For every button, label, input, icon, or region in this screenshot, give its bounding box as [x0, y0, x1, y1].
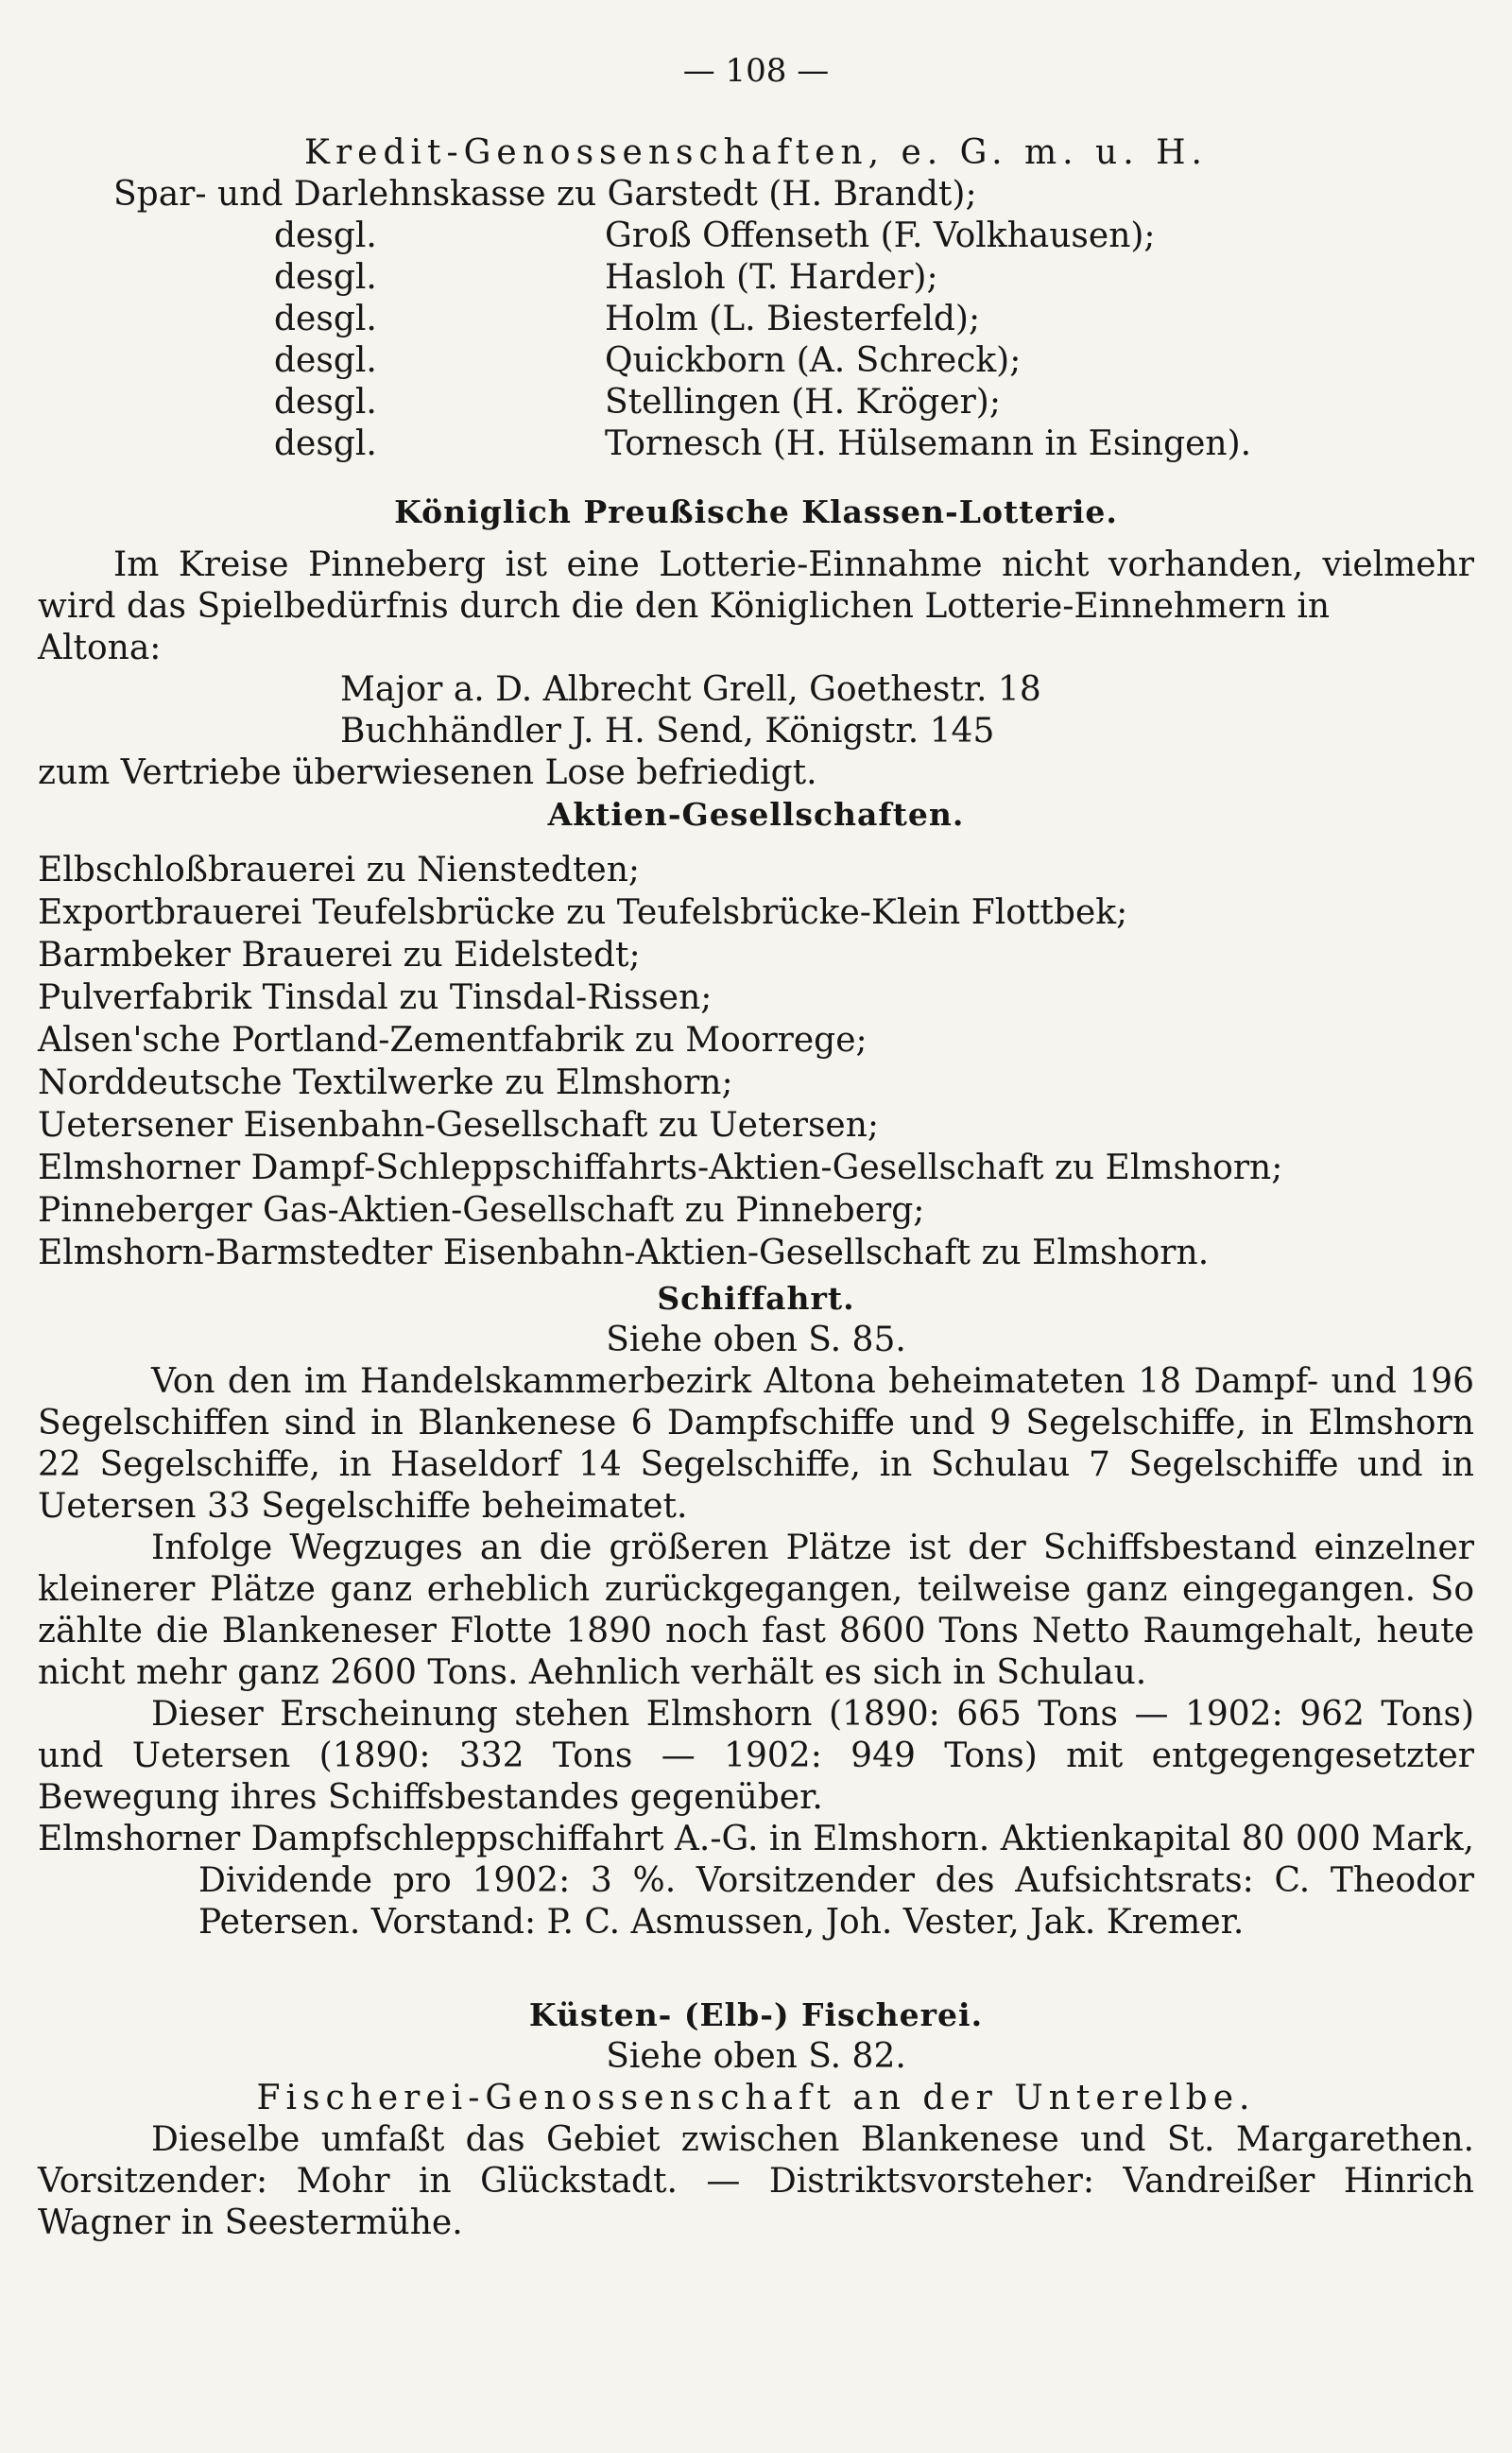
schiffahrt-paragraph-4: Elmshorner Dampfschleppschiffahrt A.-G. in Elmshorn. Aktienkapital 80 000 Mark, Dividende pro 1902: 3 %. Vorsitzender des Aufsichtsrats: C. Theodor Petersen. Vorstand: P. C. Asmussen, Joh. Vester, Jak. Kremer.: [38, 1820, 1474, 1942]
list-item: Elmshorner Dampf-Schleppschiffahrts-Aktien-Gesellschaft zu Elmshorn;: [38, 1149, 1283, 1187]
kredit-row: [38, 299, 1474, 340]
kredit-row: [38, 216, 1474, 257]
fischerei-heading: Küsten- (Elb-) Fischerei.: [528, 1996, 984, 2033]
lotterie-paragraph: Im Kreise Pinneberg ist eine Lotterie-Einnahme nicht vorhanden, vielmehr wird das Spielbedürfnis durch die den Königlichen Lotterie-Einnehmern in: [38, 545, 1474, 626]
kredit-row-label: desgl.: [274, 300, 377, 338]
kredit-row-label: desgl.: [274, 258, 377, 297]
list-item: Elbschloßbrauerei zu Nienstedten;: [38, 851, 641, 890]
schiffahrt-paragraph-3: Dieser Erscheinung stehen Elmshorn (1890: 665 Tons — 1902: 962 Tons) und Uetersen (1890: 332 Tons — 1902: 949 Tons) mit entgegengesetzter Bewegung ihres Schiffsbestandes gegenüber.: [38, 1695, 1474, 1817]
kredit-row-text: Tornesch (H. Hülsemann in Esingen).: [605, 424, 1252, 463]
schiffahrt-paragraph-2: Infolge Wegzuges an die größeren Plätze ist der Schiffsbestand einzelner kleinerer Plätze ganz erheblich zurückgegangen, teilweise ganz eingegangen. So zählte die Blankeneser Flotte 1890 noch fast 8600 Tons Netto Raumgehalt, heute nicht mehr ganz 2600 Tons. Aehnlich verhält es sich in Schulau.: [38, 1529, 1474, 1692]
schiffahrt-heading: Schiffahrt.: [657, 1280, 855, 1317]
kredit-heading: Kredit-Genossenschaften, e. G. m. u. H.: [304, 133, 1208, 172]
list-item: Exportbrauerei Teufelsbrücke zu Teufelsbrücke-Klein Flottbek;: [38, 893, 1128, 932]
kredit-row-text: Hasloh (T. Harder);: [605, 258, 938, 297]
aktien-list: [38, 849, 1474, 1274]
list-item: Norddeutsche Textilwerke zu Elmshorn;: [38, 1063, 733, 1102]
kredit-row-text: Holm (L. Biesterfeld);: [605, 300, 981, 338]
aktien-section: [38, 794, 1474, 1274]
page-number: — 108 —: [682, 52, 830, 90]
lotterie-heading: Königlich Preußische Klassen-Lotterie.: [394, 493, 1118, 530]
aktien-heading: Aktien-Gesellschaften.: [547, 796, 965, 833]
kredit-row-label: desgl.: [274, 341, 377, 380]
list-item: Pulverfabrik Tinsdal zu Tinsdal-Rissen;: [38, 978, 713, 1017]
schiffahrt-reference: Siehe oben S. 85.: [606, 1321, 906, 1359]
schiffahrt-section: [38, 1278, 1474, 1943]
lotterie-address-2: Buchhändler J. H. Send, Königstr. 145: [340, 712, 995, 751]
kredit-row-text: Stellingen (H. Kröger);: [605, 383, 1001, 422]
fischerei-paragraph: Dieselbe umfaßt das Gebiet zwischen Blankenese und St. Margarethen. Vorsitzender: Mohr in Glückstadt. — Distriktsvorsteher: Vandreißer Hinrich Wagner in Seestermühe.: [38, 2120, 1474, 2242]
kredit-row: [38, 257, 1474, 299]
kredit-row: [38, 423, 1474, 465]
list-item: Elmshorn-Barmstedter Eisenbahn-Aktien-Gesellschaft zu Elmshorn.: [38, 1234, 1210, 1272]
lotterie-section: [38, 492, 1474, 794]
list-item: Pinneberger Gas-Aktien-Gesellschaft zu Pinneberg;: [38, 1191, 925, 1230]
list-item: Barmbeker Brauerei zu Eidelstedt;: [38, 936, 641, 975]
kredit-section: [38, 132, 1474, 465]
kredit-row-label: desgl.: [274, 216, 377, 255]
lotterie-address-1: Major a. D. Albrecht Grell, Goethestr. 18: [340, 670, 1041, 709]
list-item: Alsen'sche Portland-Zementfabrik zu Moorrege;: [38, 1021, 868, 1060]
kredit-row-label: desgl.: [274, 383, 377, 422]
kredit-row-text: Quickborn (A. Schreck);: [605, 341, 1022, 380]
lotterie-place: Altona:: [38, 629, 162, 667]
kredit-row: [38, 382, 1474, 423]
kredit-row-label: desgl.: [274, 424, 377, 463]
lotterie-paragraph-end: zum Vertriebe überwiesenen Lose befriedigt.: [38, 753, 817, 792]
fischerei-reference: Siehe oben S. 82.: [606, 2037, 906, 2076]
kredit-row: [38, 340, 1474, 382]
kredit-row-text: Groß Offenseth (F. Volkhausen);: [605, 216, 1156, 255]
fischerei-section: [38, 1995, 1474, 2244]
schiffahrt-paragraph-1: Von den im Handelskammerbezirk Altona beheimateten 18 Dampf- und 196 Segelschiffen sind in Blankenese 6 Dampfschiffe und 9 Segelschiffe, in Elmshorn 22 Segelschiffe, in Haseldorf 14 Segelschiffe, in Schulau 7 Segelschiffe und in Uetersen 33 Segelschiffe beheimatet.: [38, 1362, 1474, 1526]
list-item: Uetersener Eisenbahn-Gesellschaft zu Uetersen;: [38, 1106, 880, 1145]
fischerei-subheading: Fischerei-Genossenschaft an der Unterelbe.: [256, 2079, 1256, 2117]
kredit-first-line: Spar- und Darlehnskasse zu Garstedt (H. Brandt);: [113, 175, 977, 214]
